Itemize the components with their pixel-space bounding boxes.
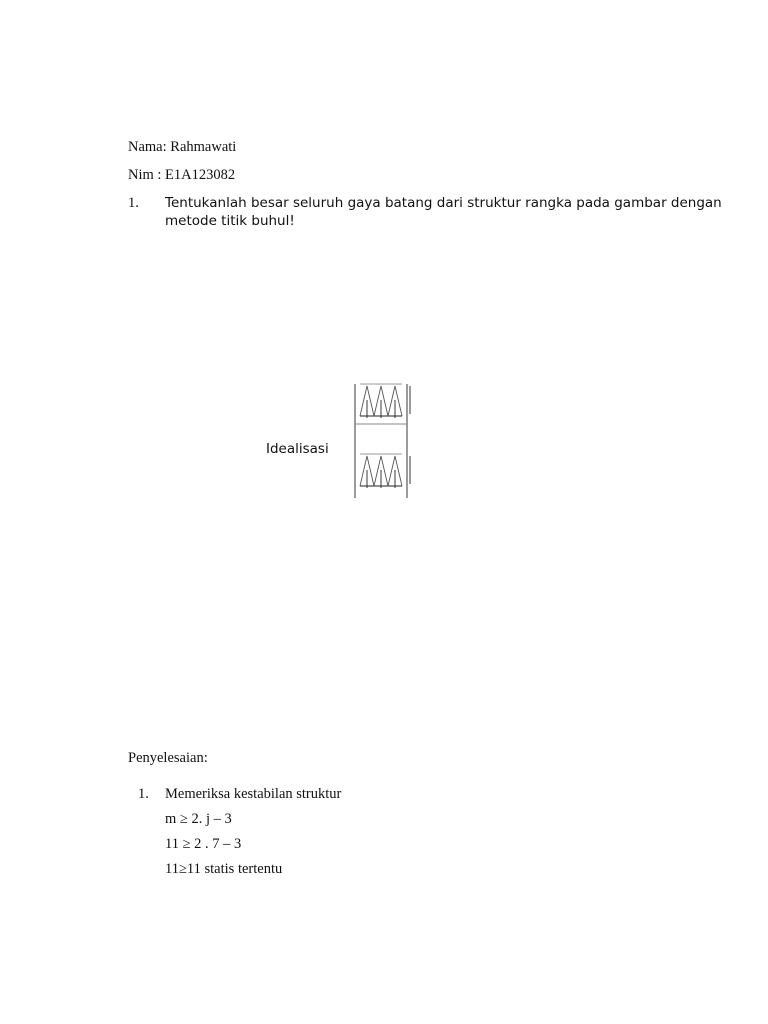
stability-substitution: 11 ≥ 2 . 7 – 3 — [165, 836, 242, 852]
solution-step-number: 1. — [138, 786, 149, 802]
question-number: 1. — [128, 195, 139, 211]
student-name: Nama: Rahmawati — [128, 139, 237, 155]
student-nim: Nim : E1A123082 — [128, 167, 236, 183]
stability-formula: m ≥ 2. j – 3 — [165, 811, 232, 827]
truss-figure — [350, 378, 414, 502]
figure-label: Idealisasi — [266, 441, 329, 457]
solution-heading: Penyelesaian: — [128, 750, 208, 766]
question-text: Tentukanlah besar seluruh gaya batang dari struktur rangka pada gambar dengan metode titik buhul! — [165, 195, 722, 229]
solution-step-title: Memeriksa kestabilan struktur — [165, 786, 342, 802]
stability-result: 11≥11 statis tertentu — [165, 861, 283, 877]
